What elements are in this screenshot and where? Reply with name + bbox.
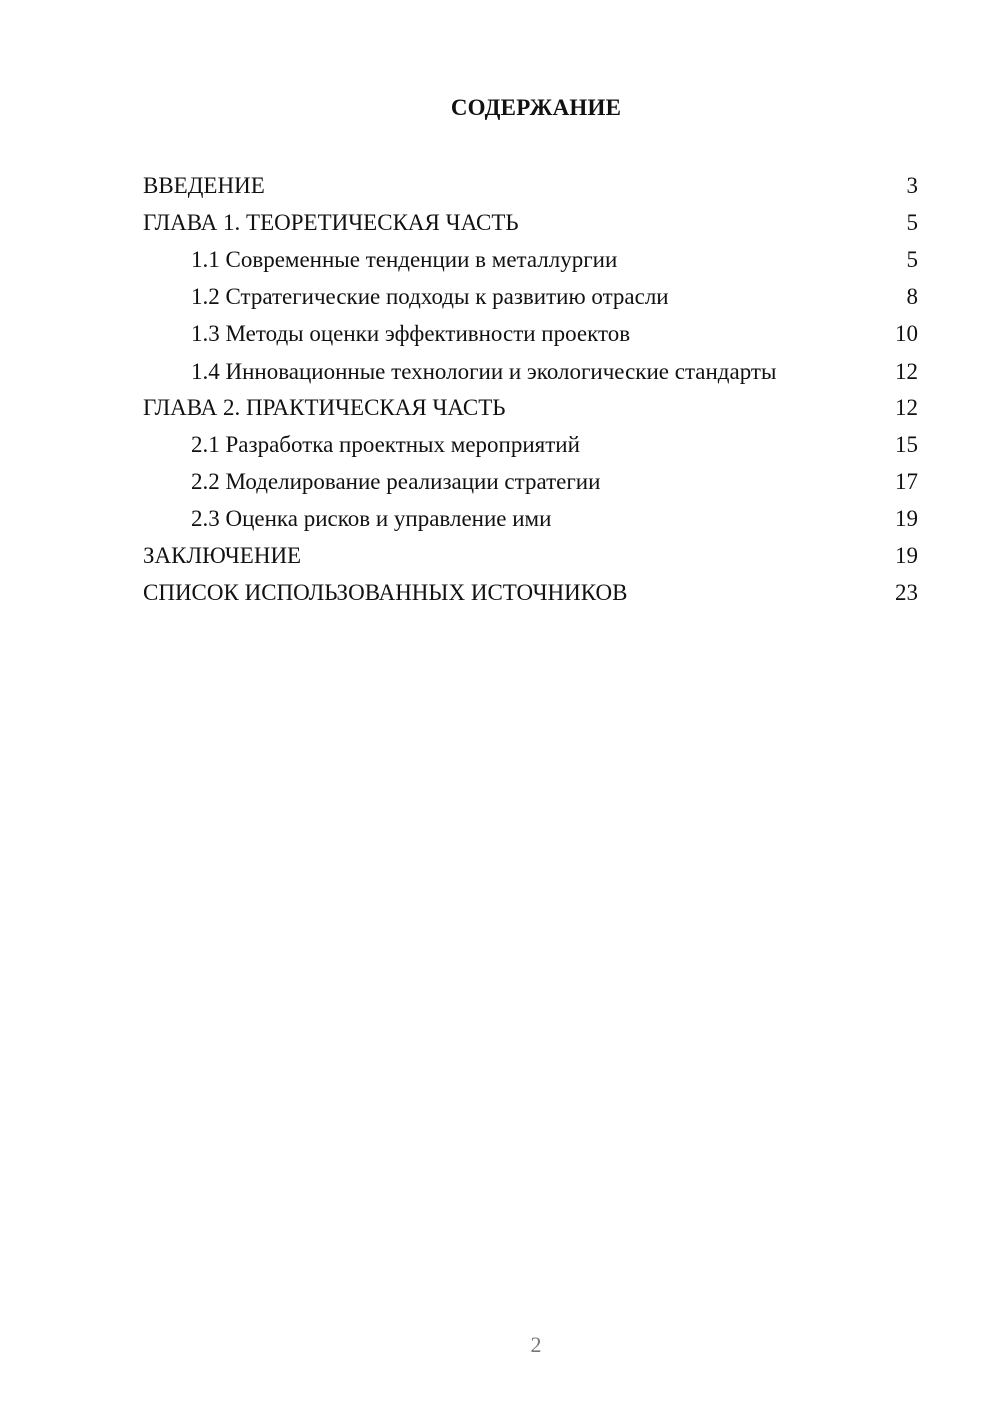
toc-title: СОДЕРЖАНИЕ bbox=[450, 95, 622, 120]
toc-entry-label: 1.1 Современные тенденции в металлургии bbox=[191, 247, 618, 272]
toc-entry-page: 17 bbox=[895, 469, 918, 494]
toc-entry-conclusion[interactable] bbox=[143, 537, 918, 574]
toc-entry-section-2-1[interactable] bbox=[143, 426, 918, 463]
toc-entry-label: 1.3 Методы оценки эффективности проектов bbox=[191, 321, 631, 346]
toc-entry-label: ВВЕДЕНИЕ bbox=[143, 173, 265, 198]
toc-entry-page: 5 bbox=[906, 210, 918, 235]
toc-entry-label: ГЛАВА 1. ТЕОРЕТИЧЕСКАЯ ЧАСТЬ bbox=[143, 210, 519, 235]
toc-entry-section-1-4[interactable] bbox=[143, 358, 918, 385]
toc-entry-page: 12 bbox=[895, 359, 918, 384]
toc-entry-chapter-1[interactable] bbox=[143, 204, 918, 241]
toc-entry-page: 8 bbox=[906, 284, 918, 309]
toc-entry-section-2-3[interactable] bbox=[143, 500, 918, 537]
toc-entry-page: 5 bbox=[906, 247, 918, 272]
toc-entry-page: 12 bbox=[895, 395, 918, 420]
toc-entry-page: 15 bbox=[895, 432, 918, 457]
toc-entry-page: 19 bbox=[895, 543, 918, 568]
toc-entry-section-1-3[interactable] bbox=[143, 315, 918, 352]
toc-entry-label: СПИСОК ИСПОЛЬЗОВАННЫХ ИСТОЧНИКОВ bbox=[143, 580, 628, 605]
toc-entry-page: 3 bbox=[906, 173, 918, 198]
toc-entry-label: 2.2 Моделирование реализации стратегии bbox=[191, 469, 601, 494]
toc-entry-page: 10 bbox=[895, 321, 918, 346]
toc-entry-page: 23 bbox=[895, 580, 918, 605]
toc-entry-references[interactable] bbox=[143, 574, 918, 611]
toc-entry-page: 19 bbox=[895, 506, 918, 531]
table-of-contents bbox=[143, 167, 918, 611]
toc-entry-label: ГЛАВА 2. ПРАКТИЧЕСКАЯ ЧАСТЬ bbox=[143, 395, 506, 420]
toc-entry-introduction[interactable] bbox=[143, 167, 918, 204]
toc-entry-label: 1.2 Стратегические подходы к развитию отрасли bbox=[191, 284, 669, 309]
toc-entry-section-1-2[interactable] bbox=[143, 278, 918, 315]
toc-entry-label: 2.3 Оценка рисков и управление ими bbox=[191, 506, 552, 531]
toc-entry-chapter-2[interactable] bbox=[143, 389, 918, 426]
toc-entry-label: ЗАКЛЮЧЕНИЕ bbox=[143, 543, 302, 568]
toc-entry-label: 1.4 Инновационные технологии и экологические стандарты bbox=[191, 359, 777, 384]
toc-entry-section-2-2[interactable] bbox=[143, 463, 918, 500]
toc-entry-label: 2.1 Разработка проектных мероприятий bbox=[191, 432, 580, 457]
page-number: 2 bbox=[530, 1332, 542, 1357]
toc-entry-section-1-1[interactable] bbox=[143, 241, 918, 278]
